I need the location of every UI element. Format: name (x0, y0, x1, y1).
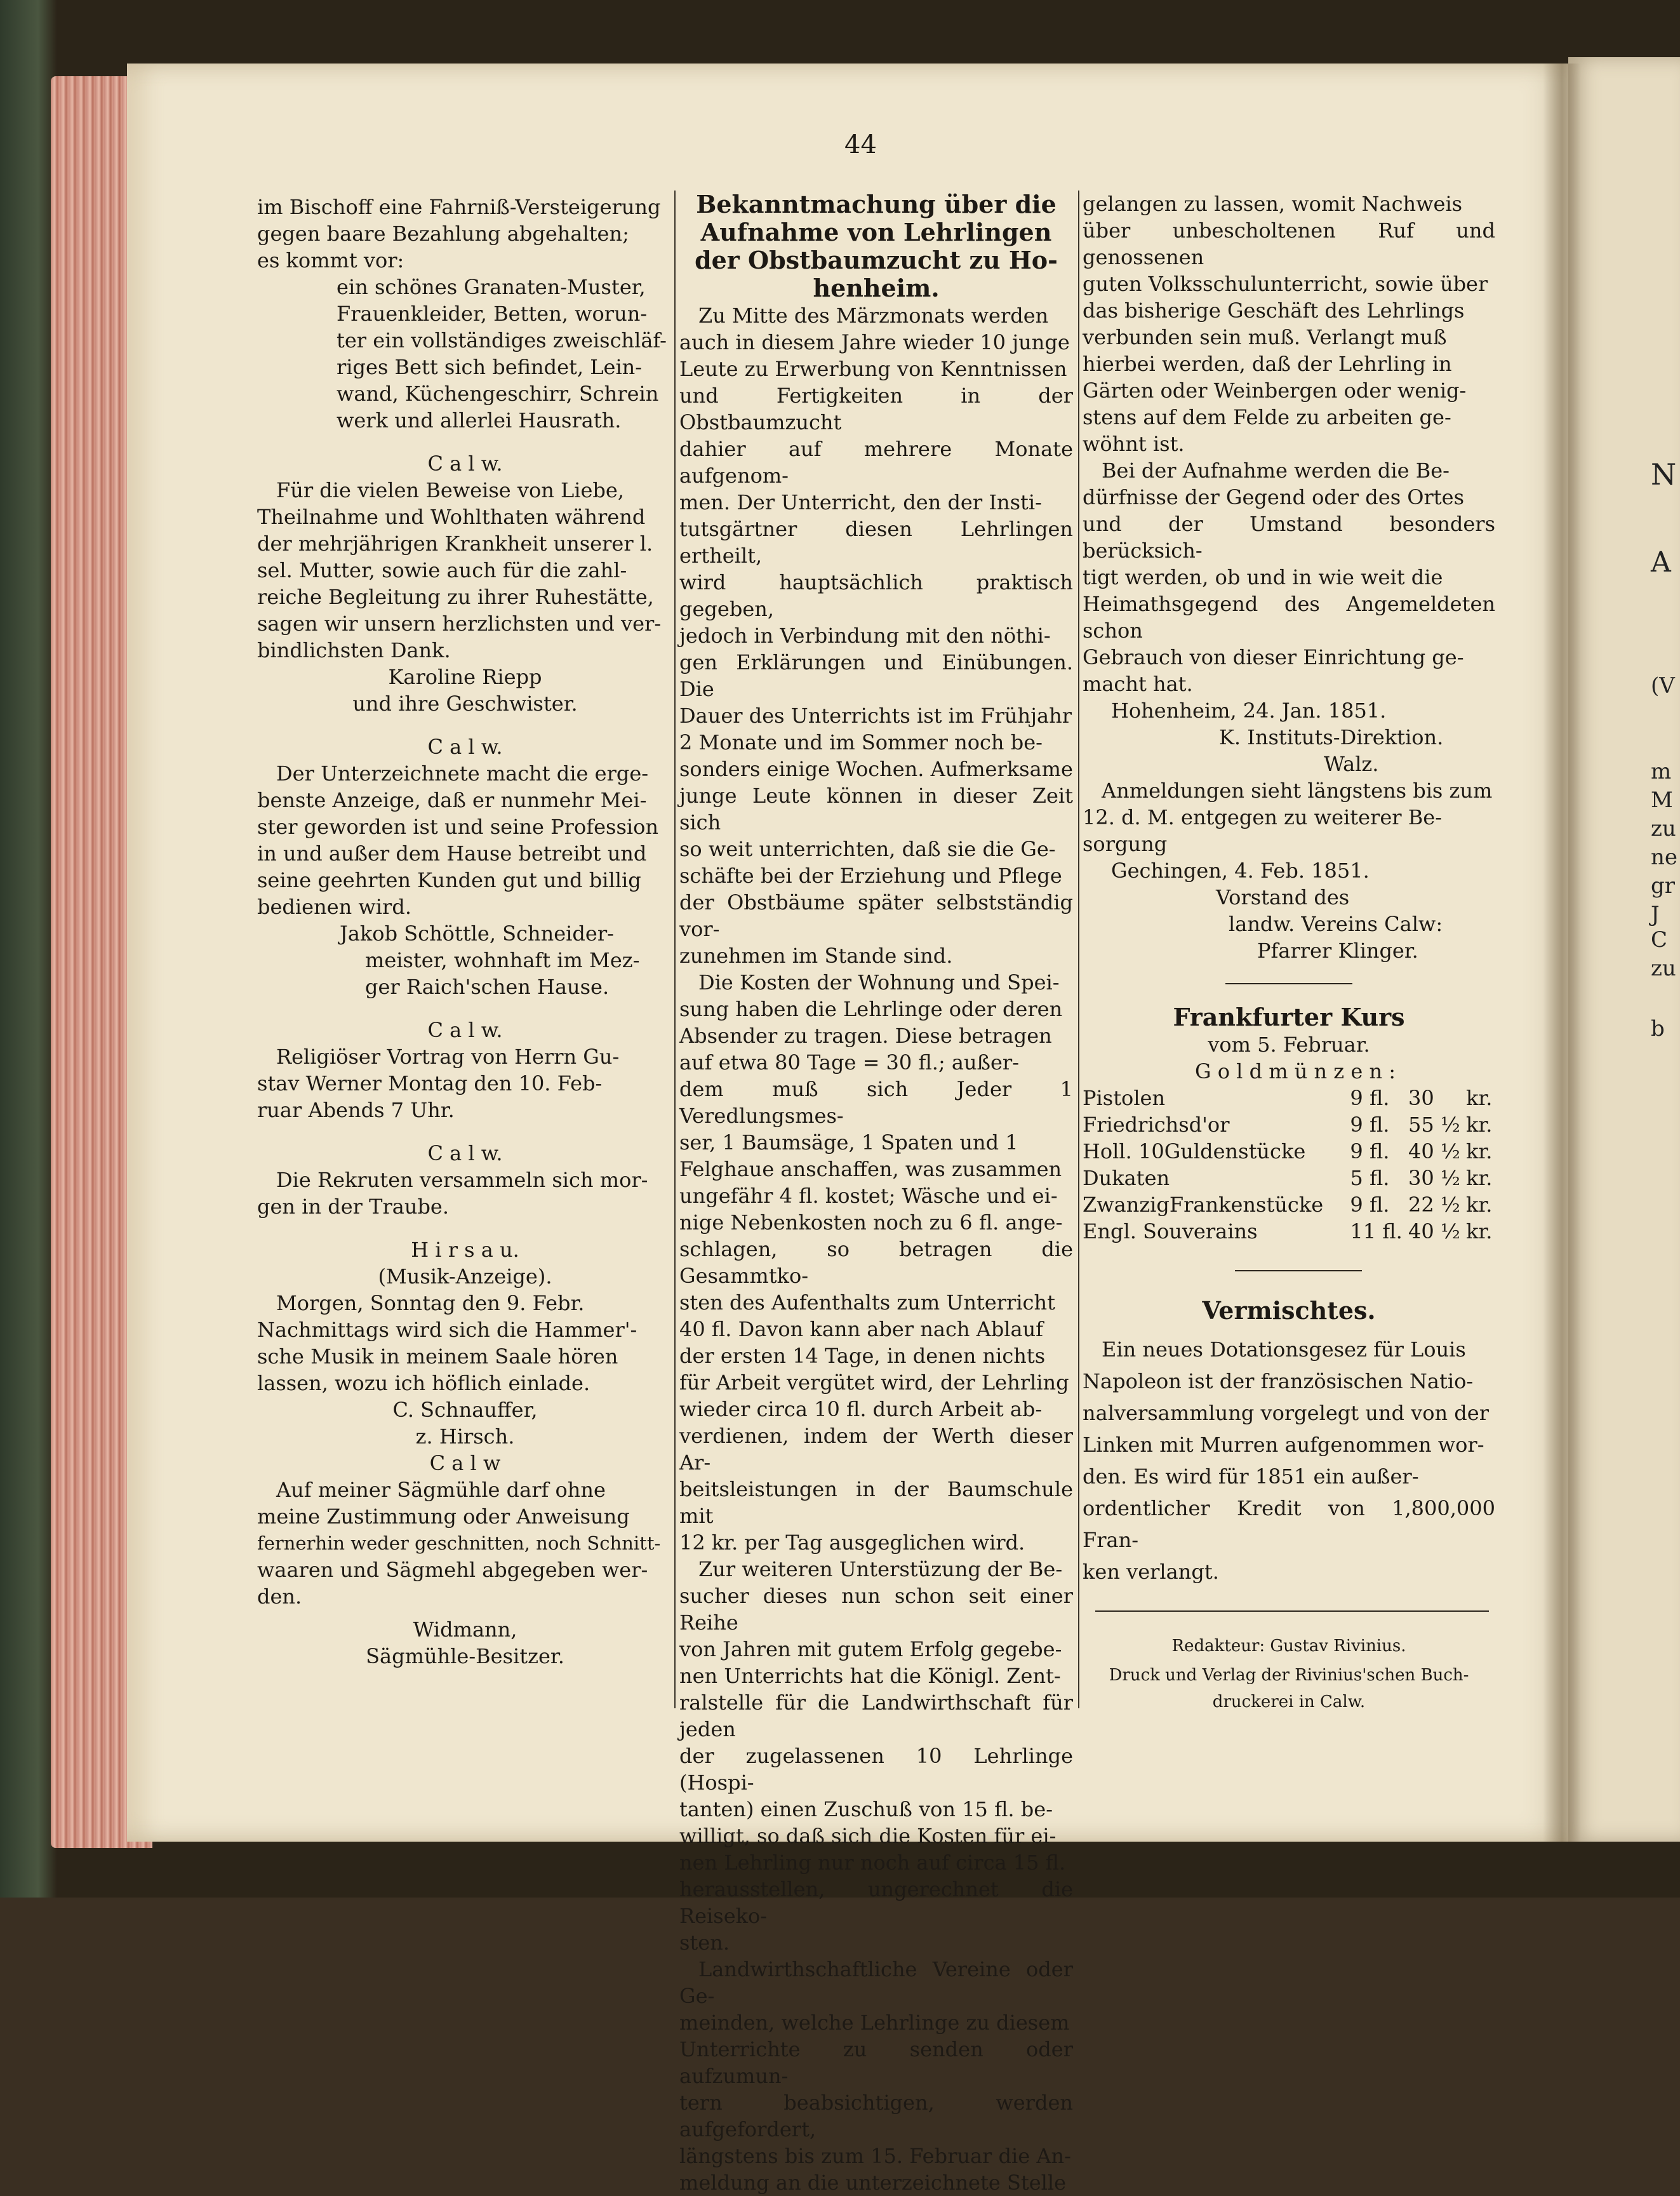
notice-subtitle: (Musik-Anzeige). (378, 1264, 552, 1289)
text-line: Ein neues Dotationsgesez für Louis (1102, 1337, 1466, 1362)
text-line: macht hat. (1083, 672, 1193, 696)
text-line: Auf meiner Sägmühle darf ohne (276, 1478, 606, 1502)
coin-name: Friedrichsd'or (1083, 1113, 1230, 1137)
text-line: fernerhin weder geschnitten, noch Schnitt- (257, 1532, 661, 1554)
text-line: Napoleon ist der französischen Natio- (1083, 1369, 1474, 1393)
facing-page-fragment: zu (1651, 816, 1676, 841)
tailor-notice (257, 733, 673, 1000)
text-line: stens auf dem Felde zu arbeiten ge- (1083, 405, 1451, 429)
column-rule-2 (1078, 191, 1079, 1708)
publisher-line: Druck und Verlag der Rivinius'schen Buch- (1109, 1666, 1469, 1685)
headline-line: Bekanntmachung über die (696, 190, 1057, 218)
text-line: bindlichsten Dank. (257, 638, 451, 662)
facing-page-fragment: b (1651, 1016, 1665, 1041)
paragraph-3 (679, 1556, 1073, 1956)
paragraph-2 (679, 969, 1073, 1556)
editor-line: Redakteur: Gustav Rivinius. (1171, 1637, 1406, 1656)
text-line: den. Es wird für 1851 ein außer- (1083, 1464, 1419, 1489)
announcement-title (679, 191, 1073, 302)
text-line: Theilnahme und Wohlthaten während (257, 505, 646, 529)
signature: Walz. (1324, 752, 1379, 776)
text-line: Heimathsgegend des Angemeldeten schon (1083, 592, 1495, 643)
facing-page-fragment: C (1651, 927, 1668, 953)
text-line: Religiöser Vortrag von Herrn Gu- (276, 1045, 620, 1069)
facing-page-fragment: J (1651, 902, 1660, 927)
text-line: Der Unterzeichnete macht die erge- (276, 761, 649, 786)
facing-page-fragment: m (1651, 759, 1672, 784)
text-line: herausstellen, ungerechnet die Reiseko- (679, 1877, 1073, 1928)
text-line: stav Werner Montag den 10. Feb- (257, 1071, 603, 1095)
text-line: dürfnisse der Gegend oder des Ortes (1083, 485, 1465, 509)
text-line: ster geworden ist und seine Profession (257, 815, 658, 839)
text-line: sten des Aufenthalts zum Unterricht (679, 1290, 1055, 1315)
signature-office: Vorstand des (1216, 885, 1350, 909)
text-line: im Bischoff eine Fahrniß-Versteigerung (257, 195, 661, 219)
recruits-notice (257, 1140, 673, 1220)
column-rule-1 (674, 191, 676, 1708)
page-number: 44 (844, 130, 877, 159)
text-line: und der Umstand besonders berücksich- (1083, 512, 1495, 563)
divider (1095, 1610, 1489, 1612)
text-line: lassen, wozu ich höflich einlade. (257, 1371, 590, 1395)
rate-fl: 9 fl. (1350, 1113, 1390, 1137)
text-line: Frauenkleider, Betten, worun- (337, 302, 648, 326)
text-line: tigt werden, ob und in wie weit die (1083, 565, 1443, 589)
text-line: nalversammlung vorgelegt und von der (1083, 1401, 1489, 1425)
coin-name: Dukaten (1083, 1166, 1170, 1190)
rate-kr: 40 ½ (1408, 1139, 1460, 1163)
rate-fl: 9 fl. (1350, 1086, 1390, 1110)
text-line: das bisherige Geschäft des Lehrlings (1083, 298, 1465, 323)
text-line: nen Unterrichts hat die Königl. Zent- (679, 1664, 1061, 1688)
text-line: 12 kr. per Tag ausgeglichen wird. (679, 1530, 1025, 1555)
headline-line: henheim. (813, 274, 940, 302)
page-gutter (1543, 64, 1581, 1842)
text-line: sten. (679, 1931, 730, 1955)
text-line: gen Erklärungen und Einübungen. Die (679, 650, 1073, 701)
column-1 (257, 194, 673, 1670)
text-line: es kommt vor: (257, 248, 404, 272)
sawmill-notice (257, 1450, 673, 1670)
text-line: ruar Abends 7 Uhr. (257, 1098, 455, 1122)
paragraph-4 (679, 1956, 1073, 2196)
text-line: Felghaue anschaffen, was zusammen (679, 1157, 1062, 1181)
notice-place: C a l w. (427, 1018, 503, 1042)
text-line: Bei der Aufnahme werden die Be- (1102, 459, 1450, 483)
rate-fl: 11 fl. (1350, 1219, 1403, 1243)
text-line: gelangen zu lassen, womit Nachweis (1083, 192, 1463, 216)
text-line: ungefähr 4 fl. kostet; Wäsche und ei- (679, 1184, 1058, 1208)
coin-name: Pistolen (1083, 1086, 1166, 1110)
signature: Karoline Riepp (388, 665, 542, 689)
facing-page-fragment: ne (1651, 845, 1678, 870)
rate-unit: kr. (1466, 1086, 1493, 1110)
text-line: der zugelassenen 10 Lehrlinge (Hospi- (679, 1744, 1073, 1795)
coin-name: Holl. 10Guldenstücke (1083, 1139, 1306, 1163)
text-line: sucher dieses nun schon seit einer Reihe (679, 1584, 1073, 1635)
signature-office: K. Instituts-Direktion. (1219, 725, 1444, 749)
text-line: wird hauptsächlich praktisch gegeben, (679, 570, 1073, 621)
notice-place: C a l w. (427, 452, 503, 476)
text-line: beitsleistungen in der Baumschule mit (679, 1477, 1073, 1528)
text-line: auch in diesem Jahre wieder 10 junge (679, 330, 1070, 354)
dateline: Gechingen, 4. Feb. 1851. (1111, 859, 1370, 883)
text-line: gegen baare Bezahlung abgehalten; (257, 222, 629, 246)
text-line: so weit unterrichten, daß sie die Ge- (679, 837, 1056, 861)
text-line: sel. Mutter, sowie auch für die zahl- (257, 558, 627, 582)
text-line: tutsgärtner diesen Lehrlingen ertheilt, (679, 517, 1073, 568)
text-line: meldung an die unterzeichnete Stelle (679, 2171, 1067, 2195)
rate-kr: 30 ½ (1408, 1166, 1460, 1190)
table-row (1083, 1138, 1495, 1165)
paragraph-admission (1083, 457, 1495, 697)
notice-place: H i r s a u. (411, 1238, 519, 1262)
text-line: Nachmittags wird sich die Hammer'- (257, 1318, 637, 1342)
miscellaneous (1083, 1297, 1495, 1588)
signature: Sägmühle-Besitzer. (366, 1644, 564, 1668)
text-line: Die Kosten der Wohnung und Spei- (698, 970, 1060, 994)
text-line: Leute zu Erwerbung von Kenntnissen (679, 357, 1067, 381)
paragraph-continued (1083, 191, 1495, 457)
headline-line: Aufnahme von Lehrlingen (700, 218, 1052, 246)
text-line: 2 Monate und im Sommer noch be- (679, 730, 1043, 754)
table-row (1083, 1111, 1495, 1138)
headline-line: der Obstbaumzucht zu Ho- (695, 246, 1058, 274)
text-line: von Jahren mit gutem Erfolg gegebe- (679, 1637, 1062, 1661)
text-line: waaren und Sägmehl abgegeben wer- (257, 1558, 648, 1582)
text-line: Linken mit Murren aufgenommen wor- (1083, 1433, 1484, 1457)
column-2 (679, 191, 1073, 2196)
text-line: und Fertigkeiten in der Obstbaumzucht (679, 384, 1073, 434)
registration-notice (1083, 777, 1495, 857)
text-line: wieder circa 10 fl. durch Arbeit ab- (679, 1397, 1043, 1421)
rate-unit: kr. (1466, 1139, 1493, 1163)
signature: Pfarrer Klinger. (1257, 939, 1418, 963)
text-line: Landwirthschaftliche Vereine oder Ge- (679, 1957, 1073, 2008)
notice-place: C a l w (429, 1451, 501, 1475)
text-line: wöhnt ist. (1083, 432, 1185, 456)
rate-unit: kr. (1466, 1219, 1493, 1243)
signature: und ihre Geschwister. (352, 692, 578, 716)
signature: Widmann, (413, 1617, 517, 1642)
signature: C. Schnauffer, (392, 1398, 538, 1422)
rate-unit: kr. (1466, 1113, 1493, 1137)
facing-page-fragment: (V (1651, 673, 1675, 699)
text-line: werk und allerlei Hausrath. (337, 408, 622, 432)
section-title: Vermischtes. (1202, 1296, 1376, 1325)
text-line: dem muß sich Jeder 1 Veredlungsmes- (679, 1077, 1073, 1128)
text-line: Dauer des Unterrichts ist im Frühjahr (679, 704, 1072, 728)
table-row (1083, 1165, 1495, 1191)
text-line: Absender zu tragen. Diese betragen (679, 1024, 1052, 1048)
text-line: schäfte bei der Erziehung und Pflege (679, 864, 1062, 888)
table-row (1083, 1191, 1495, 1218)
text-line: 12. d. M. entgegen zu weiterer Be- (1083, 805, 1442, 829)
table-row (1083, 1085, 1495, 1111)
facing-page-fragment: zu (1651, 956, 1676, 981)
text-line: willigt, so daß sich die Kosten für ei- (679, 1824, 1057, 1848)
notice-place: C a l w. (427, 735, 503, 759)
signature-office: landw. Vereins Calw: (1229, 912, 1443, 936)
text-line: ein schönes Granaten-Muster, (337, 275, 646, 299)
text-line: nige Nebenkosten noch zu 6 fl. ange- (679, 1210, 1063, 1235)
rates-subtitle: G o l d m ü n z e n : (1194, 1059, 1396, 1083)
text-line: auf etwa 80 Tage = 30 fl.; außer- (679, 1050, 1020, 1075)
facing-page-fragment: M (1651, 787, 1673, 813)
text-line: meine Zustimmung oder Anweisung (257, 1504, 630, 1529)
text-line: junge Leute können in dieser Zeit sich (679, 784, 1073, 834)
text-line: der ersten 14 Tage, in denen nichts (679, 1344, 1046, 1368)
column-3 (1083, 191, 1495, 1713)
text-line: sagen wir unsern herzlichsten und ver- (257, 612, 662, 636)
rate-fl: 5 fl. (1350, 1166, 1390, 1190)
text-line: verdienen, indem der Werth dieser Ar- (679, 1424, 1073, 1475)
dateline: Hohenheim, 24. Jan. 1851. (1111, 699, 1387, 723)
text-line: Zu Mitte des Märzmonats werden (698, 304, 1049, 328)
text-line: der mehrjährigen Krankheit unserer l. (257, 532, 653, 556)
text-line: Gebrauch von dieser Einrichtung ge- (1083, 645, 1464, 669)
text-line: Für die vielen Beweise von Liebe, (276, 478, 624, 502)
coin-name: Engl. Souverains (1083, 1219, 1258, 1243)
text-line: riges Bett sich befindet, Lein- (337, 355, 643, 379)
lecture-notice (257, 1017, 673, 1123)
text-line: der Obstbäume später selbstständig vor- (679, 890, 1073, 941)
signature: ger Raich'schen Hause. (365, 975, 610, 999)
text-line: bedienen wird. (257, 895, 411, 919)
text-line: ordentlicher Kredit von 1,800,000 Fran- (1083, 1496, 1495, 1552)
text-line: nen Lehrling nur noch auf circa 15 fl. (679, 1851, 1066, 1875)
text-line: ser, 1 Baumsäge, 1 Spaten und 1 (679, 1130, 1018, 1155)
text-line: über unbescholtenen Ruf und genossenen (1083, 218, 1495, 269)
publisher-line: druckerei in Calw. (1212, 1692, 1366, 1711)
text-line: men. Der Unterricht, den der Insti- (679, 490, 1042, 514)
paragraph-1 (679, 302, 1073, 969)
text-line: sorgung (1083, 832, 1168, 856)
rate-unit: kr. (1466, 1193, 1493, 1217)
divider (1225, 983, 1352, 984)
text-line: ter ein vollständiges zweischläf- (337, 328, 667, 352)
facing-page-fragment: N (1651, 457, 1677, 492)
text-line: längstens bis zum 15. Februar die An- (679, 2144, 1071, 2168)
divider (1235, 1270, 1362, 1271)
text-line: dahier auf mehrere Monate aufgenom- (679, 437, 1073, 488)
facing-page-fragment: A (1651, 546, 1671, 579)
text-line: Zur weiteren Unterstüzung der Be- (698, 1557, 1063, 1581)
text-line: Unterrichte zu senden oder aufzumun- (679, 2037, 1073, 2088)
text-line: meinden, welche Lehrlinge zu diesem (679, 2011, 1070, 2035)
rate-fl: 9 fl. (1350, 1139, 1390, 1163)
rate-kr: 55 ½ (1408, 1113, 1460, 1137)
text-line: seine geehrten Kunden gut und billig (257, 868, 641, 892)
coin-name: ZwanzigFrankenstücke (1083, 1193, 1324, 1217)
facing-page-fragment: gr (1651, 873, 1676, 899)
text-line: zunehmen im Stande sind. (679, 944, 953, 968)
rates-table (1083, 1085, 1495, 1245)
text-line: tanten) einen Zuschuß von 15 fl. be- (679, 1797, 1053, 1821)
section-title: Frankfurter Kurs (1173, 1003, 1405, 1031)
text-line: tern beabsichtigen, werden aufgefordert, (679, 2091, 1073, 2141)
text-line: Gärten oder Weinbergen oder wenig- (1083, 378, 1467, 403)
rate-kr: 22 ½ (1408, 1193, 1460, 1217)
text-line: sonders einige Wochen. Aufmerksame (679, 757, 1073, 781)
text-line: hierbei werden, daß der Lehrling in (1083, 352, 1452, 376)
text-line: Morgen, Sonntag den 9. Febr. (276, 1291, 585, 1315)
text-line: guten Volksschulunterricht, sowie über (1083, 272, 1488, 296)
text-line: ralstelle für die Landwirthschaft für jeden (679, 1691, 1073, 1741)
text-line: ken verlangt. (1083, 1560, 1219, 1584)
text-line: reiche Begleitung zu ihrer Ruhestätte, (257, 585, 654, 609)
text-line: jedoch in Verbindung mit den nöthi- (679, 624, 1051, 648)
signature: Jakob Schöttle, Schneider- (340, 921, 614, 946)
text-line: gen in der Traube. (257, 1195, 450, 1219)
text-line: den. (257, 1584, 302, 1609)
text-line: sche Musik in meinem Saale hören (257, 1344, 618, 1369)
text-line: wand, Küchengeschirr, Schrein (337, 382, 659, 406)
imprint (1083, 1635, 1495, 1713)
music-notice (257, 1236, 673, 1450)
signature: meister, wohnhaft im Mez- (365, 948, 640, 972)
rates-date: vom 5. Februar. (1208, 1033, 1370, 1057)
thanks-notice (257, 450, 673, 717)
text-line: 40 fl. Davon kann aber nach Ablauf (679, 1317, 1044, 1341)
table-row (1083, 1218, 1495, 1245)
text-line: in und außer dem Hause betreibt und (257, 841, 647, 866)
text-line: sung haben die Lehrlinge oder deren (679, 997, 1063, 1021)
exchange-rates (1083, 1003, 1495, 1245)
text-line: Die Rekruten versammeln sich mor- (276, 1168, 648, 1192)
rate-fl: 9 fl. (1350, 1193, 1390, 1217)
notice-place: C a l w. (427, 1141, 503, 1165)
text-line: schlagen, so betragen die Gesammtko- (679, 1237, 1073, 1288)
text-line: benste Anzeige, daß er nunmehr Mei- (257, 788, 647, 812)
signature: z. Hirsch. (415, 1424, 515, 1449)
rate-kr: 30 (1408, 1086, 1434, 1110)
rate-unit: kr. (1466, 1166, 1493, 1190)
rate-kr: 40 ½ (1408, 1219, 1460, 1243)
text-line: für Arbeit vergütet wird, der Lehrling (679, 1370, 1069, 1395)
text-line: verbunden sein muß. Verlangt muß (1083, 325, 1447, 349)
auction-notice (257, 194, 673, 434)
text-line: Anmeldungen sieht längstens bis zum (1102, 779, 1493, 803)
